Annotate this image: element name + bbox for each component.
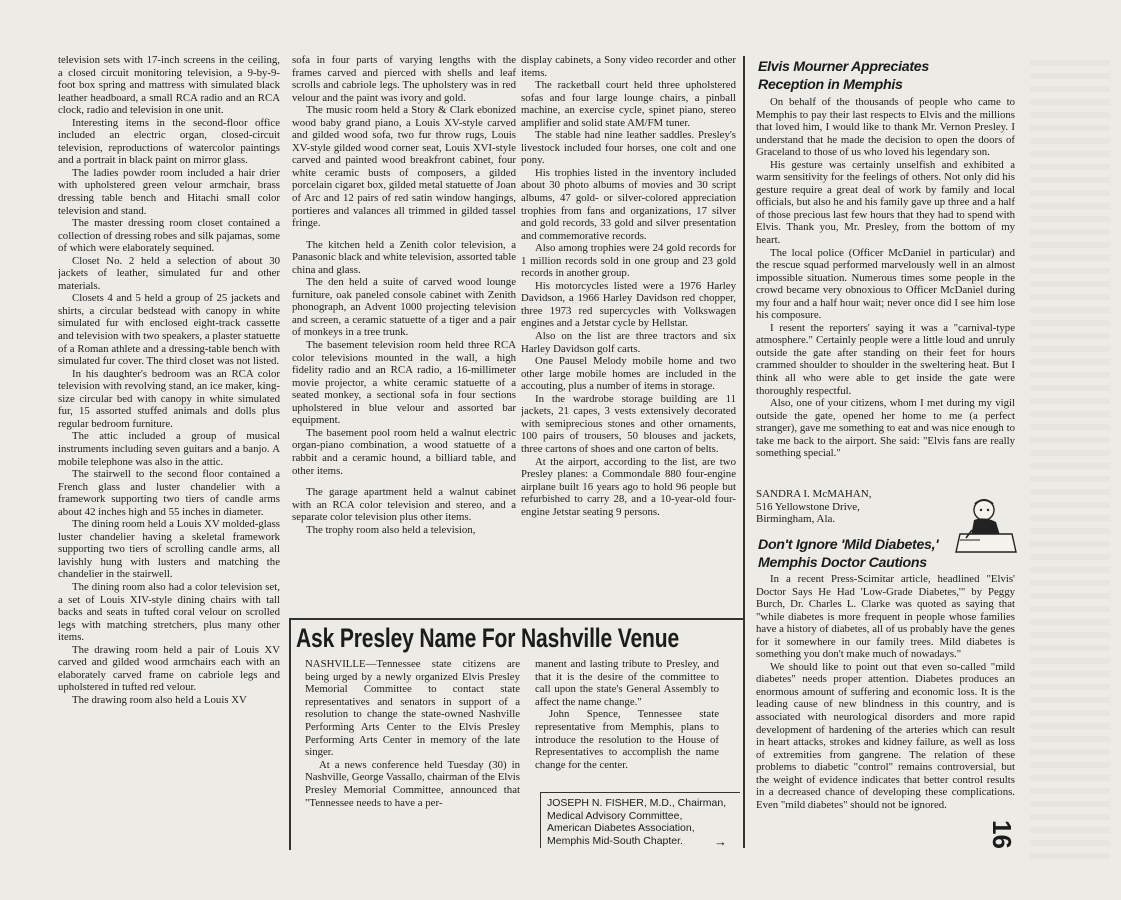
paragraph: manent and lasting tribute to Presley, and that it is the desire of the committee to call upon the state's General Assembly to affect the name change." [535, 658, 719, 708]
signature-line: Medical Advisory Committee, [547, 809, 683, 822]
column-2 [292, 54, 516, 614]
box-rule [289, 618, 291, 850]
paragraph: NASHVILLE—Tennessee state citizens are being urged by a newly organized Elvis Presley Memorial Committee to contact state representatives and senators in support of a resolution to change the state-owned Nashville Performing Arts Center to the Elvis Presley Performing Arts Center in memory of the late singer. [305, 658, 520, 759]
paragraph: Closets 4 and 5 held a group of 25 jackets and shirts, a circular bedstead with canopy in white simulated fur with enclosed eight-track cassette and television with two speakers, a plaster statuette of a Roman athlete and a dressing-table bench with simulated fur cover. The third closet was not listed. [58, 292, 280, 368]
paragraph: Also among trophies were 24 gold records for 1 million records sold in one group and 23 gold records in another group. [521, 242, 736, 280]
paragraph: The dining room held a Louis XV molded-glass luster chandelier having a skeletal framework supporting two tiers of scrolling candle arms, all lavishly hung with lusters and matching the chandelier in the stairwell. [58, 518, 280, 581]
nashville-column-2 [535, 658, 719, 771]
letter-2-body [756, 573, 1015, 855]
letter-1-body [756, 96, 1015, 501]
paragraph: His motorcycles listed were a 1976 Harley Davidson, a 1966 Harley Davidson red chopper, three 1973 red supercycles with Volkswagen engines and a Jetstar cycle by Hellstar. [521, 279, 736, 330]
headline-line: Don't Ignore 'Mild Diabetes,' [758, 537, 939, 553]
letter-1-headline [758, 58, 929, 94]
paragraph: television sets with 17-inch screens in the ceiling, a closed circuit monitoring television, a 9-by-9-foot box spring and mattress with simulated black leather headboard, a small RCA radio and an RCA clock, radio and television in one unit. [58, 54, 280, 117]
paragraph: The garage apartment held a walnut cabinet with an RCA color television and stereo, and a separate color television plus other items. [292, 486, 516, 524]
paragraph: At the airport, according to the list, are two Presley planes: a Commondale 880 four-engine airplane built 16 years ago to hold 96 people but refurbished to carry 28, and a 10-year-old four-engine Jetstar seating 9 persons. [521, 455, 736, 518]
bleed-through-shadow [1030, 60, 1110, 860]
paragraph: The stairwell to the second floor contained a French glass and luster chandelier with a framework supporting two tiers of candle arms about 42 inches high and 55 inches in diameter. [58, 468, 280, 518]
signature-line: American Diabetes Association, [547, 822, 695, 835]
signature-line: Memphis Mid-South Chapter. [547, 834, 683, 847]
headline-line: Memphis Doctor Cautions [758, 555, 927, 571]
page-number: 16 [987, 820, 1017, 849]
paragraph: Also on the list are three tractors and six Harley Davidson golf carts. [521, 330, 736, 355]
signature-line: 516 Yellowstone Drive, [756, 500, 860, 513]
writing-man-cartoon-icon [950, 494, 1022, 556]
signature-line: SANDRA I. McMAHAN, [756, 488, 872, 500]
box-rule [289, 618, 743, 620]
arrow-right-icon: → [714, 834, 727, 849]
paragraph: In a recent Press-Scimitar article, headlined "Elvis' Doctor Says He Had 'Low-Grade Diabetes,'" by Peggy Burch, Dr. Charles L. Clarke was quoted as saying that "while diabetes is more frequent in people whose families have a history of diabetes, all of us probably have the genes for it somewhere in our family trees. Mild diabetes is something you don't make much of nowadays." [756, 573, 1015, 661]
column-1 [58, 54, 280, 849]
nashville-column-1 [305, 658, 520, 848]
paragraph: The basement television room held three RCA color televisions mounted in the wall, a high fidelity radio and an RCA radio, a 16-millimeter movie projector, a white ceramic statuette of a seated monkey, a sectional sofa in four sections upholstered in blue velour and assorted bar equipment. [292, 339, 516, 427]
paragraph: The attic included a group of musical instruments including seven guitars and a banjo. A mobile telephone was also in the attic. [58, 430, 280, 468]
signature-line: JOSEPH N. FISHER, M.D., Chairman, [547, 797, 727, 809]
paragraph: The ladies powder room included a hair drier with upholstered green velour armchair, brass dressing table bench and Hitachi small color television and stand. [58, 166, 280, 217]
paragraph: The drawing room held a pair of Louis XV carved and gilded wood armchairs each with an elaborately carved frame on cabriole legs and upholstered in tufted red velour. [58, 643, 280, 694]
paragraph: The dining room also had a color television set, a set of Louis XIV-style dining chairs with tall backs and seats in tufted coral velour on scrolled legs with matching stretchers, plus many other items. [58, 580, 280, 644]
paragraph: One Pausel Melody mobile home and two other large mobile homes are included in the accouting, plus a number of items in storage. [521, 355, 736, 393]
paragraph: The racketball court held three upholstered sofas and four large lounge chairs, a pinball machine, an exercise cycle, spinet piano, stereo amplifier and solid state AM/FM tuner. [521, 79, 736, 129]
paragraph: In his daughter's bedroom was an RCA color television with revolving stand, an ice maker, king-size circular bed with canopy in white simulated fur, 15 assorted stuffed animals and dolls plus regular bedroom furniture. [58, 367, 280, 430]
paragraph: The kitchen held a Zenith color television, a Panasonic black and white television, assorted table china and glass. [292, 238, 516, 276]
mcmahan-signature [756, 488, 872, 526]
paragraph: The music room held a Story & Clark ebonized wood baby grand piano, a Louis XV-style carved and gilded wood sofa, two fur throw rugs, Louis XV-style gilded wood corner seat, Louis XVI-style carved and painted wood breakfront cabinet, four white ceramic busts of composers, a gilded porcelain cigaret box, gilded metal statuette of Joan of Arc and 12 pairs of red satin window hangings, portieres and valances all trimmed in gilded tassel fringe. [292, 104, 516, 230]
paragraph: The den held a suite of carved wood lounge furniture, oak paneled console cabinet with Zenith phonograph, an Advent 1000 projecting television and screen, a ceramic statuette of a tiger and a pair of monkeys in a tree trunk. [292, 276, 516, 339]
headline-line: Elvis Mourner Appreciates [758, 59, 929, 75]
paragraph: At a news conference held Tuesday (30) in Nashville, George Vassallo, chairman of the Elvis Presley Memorial Committee, announced that "Tennessee needs to have a per- [305, 758, 520, 809]
paragraph: Also, one of your citizens, whom I met during my vigil outside the gate, opened her home to me (a perfect stranger), gave me something to eat and was nice enough to take me back to the airport. She said: "Elvis fans are really something special." [756, 397, 1015, 460]
headline-line: Reception in Memphis [758, 77, 903, 93]
paragraph: Closet No. 2 held a selection of about 30 jackets of leather, simulated fur and other materials. [58, 254, 280, 292]
paragraph: Interesting items in the second-floor office included an electric organ, closed-circuit television, reproductions of watercolor paintings and a portrait in black paint on mirror glass. [58, 116, 280, 167]
paragraph: His trophies listed in the inventory included about 30 photo albums of movies and 30 script albums, 47 gold- or silver-colored appreciation trophies from fans and organizations, 17 silver and gold records, 33 gold and silver presentation and commemorative records. [521, 166, 736, 242]
paragraph: On behalf of the thousands of people who came to Memphis to pay their last respects to Elvis and the millions that loved him, I would like to thank Mr. Vernon Presley. I understand that he made the decision to open the doors of Graceland to those of us who loved his legendary son. [756, 96, 1015, 159]
paragraph: In the wardrobe storage building are 11 jackets, 21 capes, 3 vests extensively decorated with semiprecious stones and other ornaments, 100 pairs of trousers, 50 blouses and jackets, three cartons of shoes and one carton of belts. [521, 392, 736, 455]
column-rule [743, 56, 745, 848]
paragraph: display cabinets, a Sony video recorder and other items. [521, 54, 736, 79]
signature-line: Birmingham, Ala. [756, 513, 836, 526]
paragraph: I resent the reporters' saying it was a "carnival-type atmosphere." Certainly people were a little loud and unruly outside the gate after standing on their feet for hours crammed shoulder to shoulder in the sweltering heat. But I think all who were able to get inside the gate were thoroughly respectful. [756, 321, 1015, 397]
column-3 [521, 54, 736, 614]
paragraph: His gesture was certainly unselfish and exhibited a warm sensitivity for the feelings of others. Not only did his gesture require a great deal of work by family and local officials, but also he and his family gave up three and a half of those precious last few hours that they had to spend with Elvis. Thank you, Mr. Presley, from the bottom of my heart. [756, 158, 1015, 247]
paragraph: John Spence, Tennessee state representative from Memphis, plans to introduce the resolution to the House of Representatives to accomplish the name change for the center. [535, 708, 719, 771]
paragraph: The master dressing room closet contained a collection of dressing robes and silk pajamas, some of which were elaborately sequined. [58, 217, 280, 255]
paragraph: The local police (Officer McDaniel in particular) and the rescue squad performed marvelously well in an almost impossible situation. Numerous times some people in the crowd became very obnoxious to Officer McDaniel during my four and a half hour wait; never once did I see him lose his composure. [756, 246, 1015, 322]
letter-2-headline [758, 536, 938, 572]
nashville-headline: Ask Presley Name For Nashville Venue [296, 623, 680, 653]
paragraph: The basement pool room held a walnut electric organ-piano combination, a wood statuette of a rabbit and a ceramic hound, a billiard table, and other items. [292, 426, 516, 477]
paragraph: The trophy room also held a television, [306, 523, 476, 536]
paragraph: sofa in four parts of varying lengths with the frames carved and pierced with shells and leaf scrolls and cabriole legs. The upholstery was in red velour and the paint was ivory and gold. [292, 54, 516, 104]
paragraph: The stable had nine leather saddles. Presley's livestock included four horses, one colt and one pony. [521, 129, 736, 167]
paragraph: The drawing room also held a Louis XV [72, 693, 247, 706]
paragraph: We should like to point out that even so-called "mild diabetes" needs proper attention. Diabetes produces an enormous amount of suffering and economic loss. It is the leading cause of new blindness in this country, and is associated with neurological disorders and more rapid development of hardening of the arteries which can result in heart attacks, strokes and kidney failure, as well as loss of extremities from gangrene. The relation of these problems to diabetic "control" remains controversial, but the weight of evidence indicates that better control results in a decreased chance of developing these complications. Even "mild diabetes" should not be ignored. [756, 660, 1015, 811]
fisher-signature [540, 792, 740, 848]
